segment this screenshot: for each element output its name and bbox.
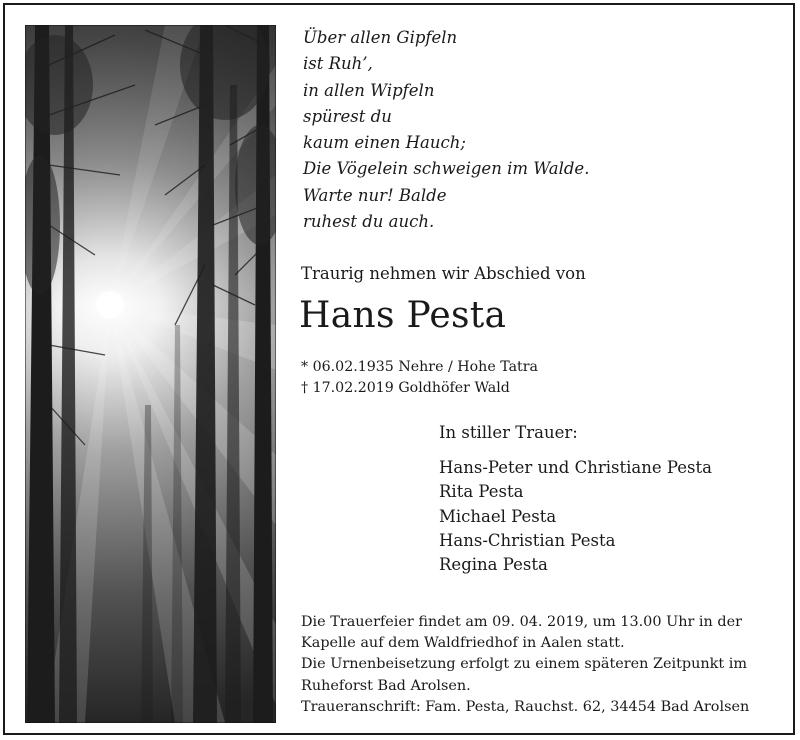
footer-line: Traueranschrift: Fam. Pesta, Rauchst. 62, 34454 Bad Arolsen [301, 698, 750, 715]
mourner-name: Rita Pesta [439, 482, 524, 502]
mourner-name: Regina Pesta [439, 555, 548, 575]
obituary-notice [3, 3, 795, 735]
poem-line: Die Vögelein schweigen im Walde. [303, 159, 590, 179]
poem-line: ruhest du auch. [303, 212, 435, 232]
poem-line: Über allen Gipfeln [303, 28, 458, 47]
footer-line: Die Trauerfeier findet am 09. 04. 2019, um 13.00 Uhr in der [301, 614, 742, 630]
mourner-name: Hans-Peter und Christiane Pesta [439, 458, 712, 477]
poem-line: kaum einen Hauch; [303, 133, 466, 153]
mourners-heading: In stiller Trauer: [439, 423, 578, 442]
footer-line: Kapelle auf dem Waldfriedhof in Aalen statt. [301, 635, 625, 652]
deceased-name: Hans Pesta [299, 295, 507, 336]
mourner-name: Michael Pesta [439, 506, 557, 526]
poem-line: Warte nur! Balde [303, 185, 447, 205]
mourners-list [439, 456, 712, 577]
footer-line: Ruheforst Bad Arolsen. [301, 677, 471, 694]
birth-date: * 06.02.1935 Nehre / Hohe Tatra [301, 359, 538, 375]
footer-line: Die Urnenbeisetzung erfolgt zu einem späteren Zeitpunkt im [301, 656, 748, 673]
funeral-details [301, 612, 749, 718]
death-date: † 17.02.2019 Goldhöfer Wald [301, 380, 510, 396]
poem-line: spürest du [303, 106, 392, 126]
farewell-intro: Traurig nehmen wir Abschied von [301, 264, 586, 283]
forest-sunbeam-photo [25, 25, 276, 723]
life-dates [301, 357, 538, 399]
poem [303, 25, 589, 235]
mourner-name: Hans-Christian Pesta [439, 530, 616, 550]
poem-line: ist Ruh’, [303, 54, 373, 74]
poem-line: in allen Wipfeln [303, 80, 435, 100]
